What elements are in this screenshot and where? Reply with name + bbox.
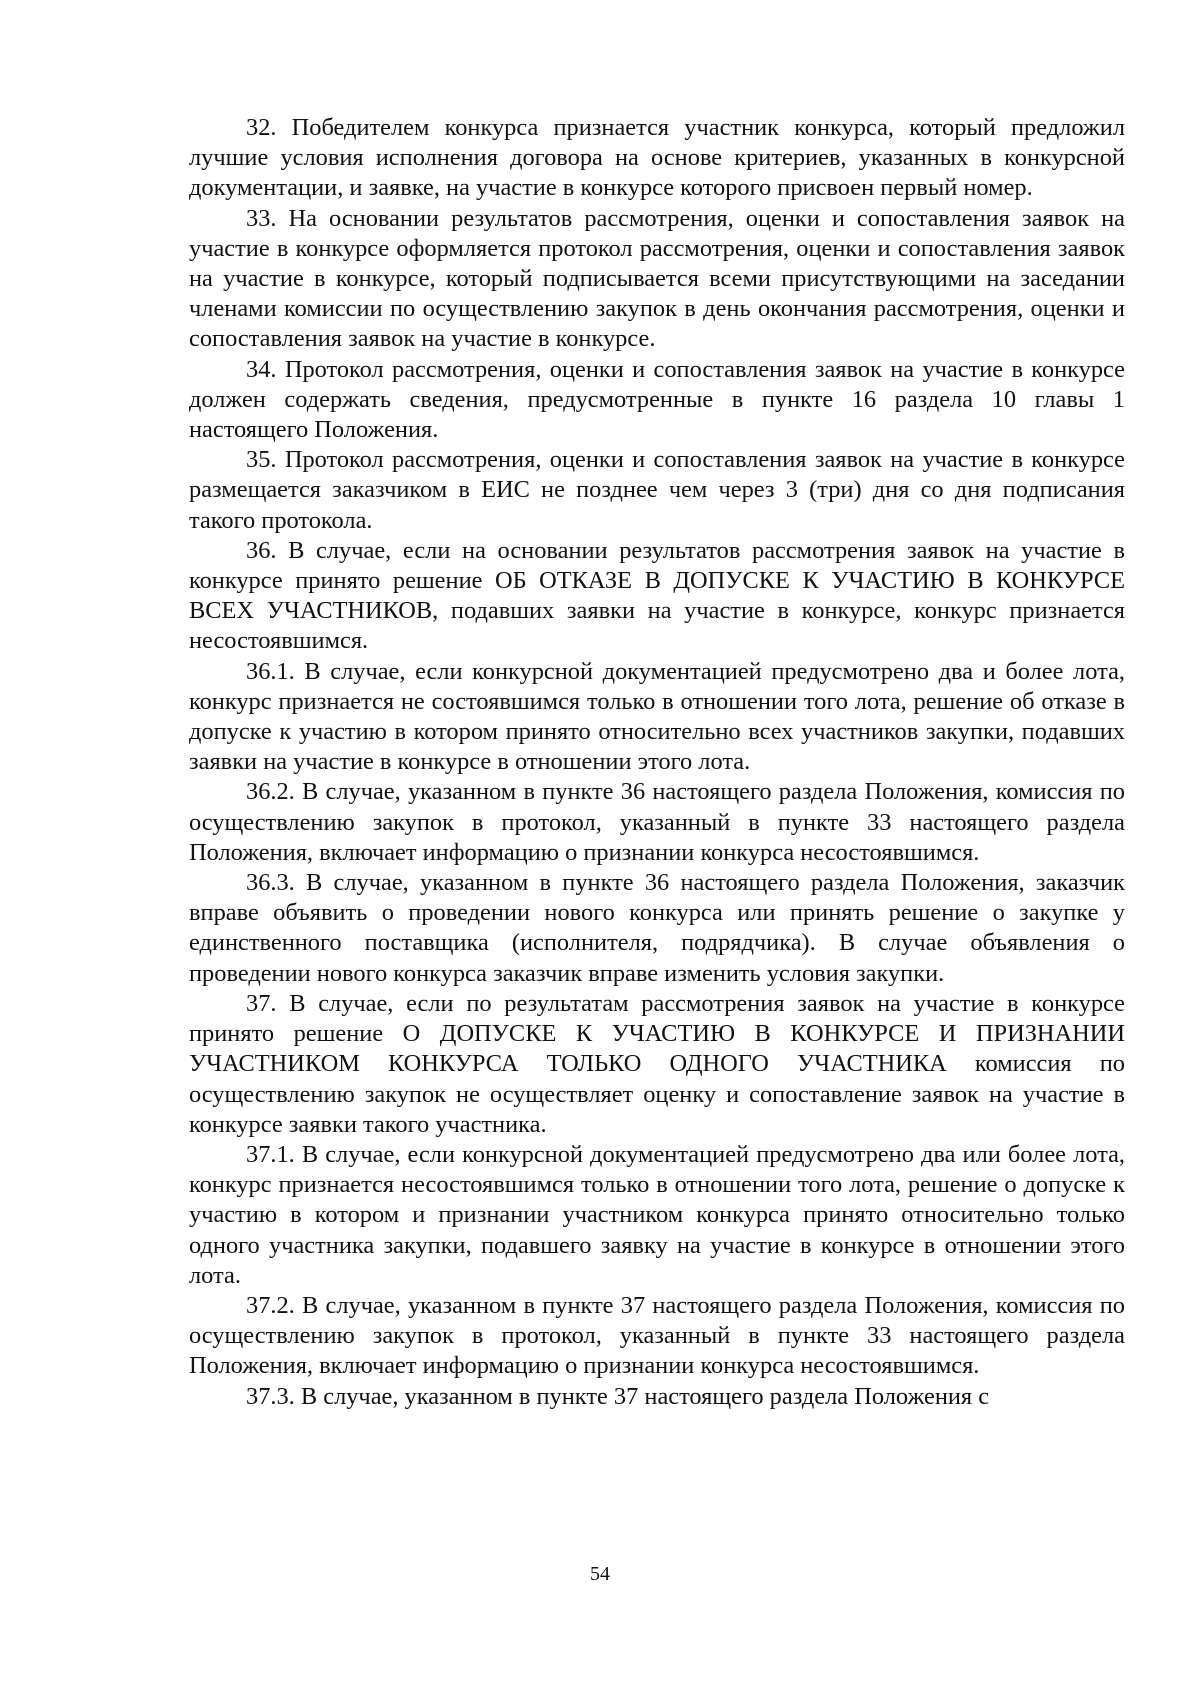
paragraph-37-1: 37.1. В случае, если конкурсной документацией предусмотрено два или более лота, конкурс признается несостоявшимся только в отношении того лота, решение о допуске к участию в котором и признании участником конкурса принято относительно только одного участника закупки, подавшего заявку на участие в конкурсе в отношении этого лота. — [189, 1140, 1125, 1289]
paragraph-37-2: 37.2. В случае, указанном в пункте 37 настоящего раздела Положения, комиссия по осуществлению закупок в протокол, указанный в пункте 33 настоящего раздела Положения, включает информацию о признании конкурса несостоявшимся. — [189, 1291, 1125, 1380]
paragraph-36-2: 36.2. В случае, указанном в пункте 36 настоящего раздела Положения, комиссия по осуществлению закупок в протокол, указанный в пункте 33 настоящего раздела Положения, включает информацию о признании конкурса несостоявшимся. — [189, 778, 1125, 866]
paragraph-36-3: 36.3. В случае, указанном в пункте 36 настоящего раздела Положения, заказчик вправе объявить о проведении нового конкурса или принять решение о закупке у единственного поставщика (исполнителя, подрядчика). В случае объявления о проведении нового конкурса заказчик вправе изменить условия закупки. — [189, 869, 1125, 987]
paragraph-36-1: 36.1. В случае, если конкурсной документацией предусмотрено два и более лота, конкурс признается не состоявшимся только в отношении того лота, решение об отказе в допуске к участию в котором принято относительно всех участников закупки, подавших заявки на участие в конкурсе в отношении этого лота. — [189, 657, 1125, 776]
paragraph-37: 37. В случае, если по результатам рассмотрения заявок на участие в конкурсе принято решение О ДОПУСКЕ К УЧАСТИЮ В КОНКУРСЕ И ПРИЗНАНИИ УЧАСТНИКОМ КОНКУРСА ТОЛЬКО ОДНОГО УЧАСТНИКА комиссия по осуществлению закупок не осуществляет оценку и сопоставление заявок на участие в конкурсе заявки такого участника. — [189, 989, 1125, 1138]
paragraph-33: 33. На основании результатов рассмотрения, оценки и сопоставления заявок на участие в конкурсе оформляется протокол рассмотрения, оценки и сопоставления заявок на участие в конкурсе, который подписывается всеми присутствующими на заседании членами комиссии по осуществлению закупок в день окончания рассмотрения, оценки и сопоставления заявок на участие в конкурсе. — [189, 204, 1125, 353]
paragraph-35: 35. Протокол рассмотрения, оценки и сопоставления заявок на участие в конкурсе размещается заказчиком в ЕИС не позднее чем через 3 (три) дня со дня подписания такого протокола. — [189, 446, 1125, 534]
page-number: 54 — [590, 1563, 610, 1585]
paragraph-32: 32. Победителем конкурса признается участник конкурса, который предложил лучшие условия исполнения договора на основе критериев, указанных в конкурсной документации, и заявке, на участие в конкурсе которого присвоен первый номер. — [189, 114, 1125, 202]
document-body — [189, 113, 1125, 1412]
paragraph-34: 34. Протокол рассмотрения, оценки и сопоставления заявок на участие в конкурсе должен содержать сведения, предусмотренные в пункте 16 раздела 10 главы 1 настоящего Положения. — [189, 355, 1125, 444]
paragraph-36: 36. В случае, если на основании результатов рассмотрения заявок на участие в конкурсе принято решение ОБ ОТКАЗЕ В ДОПУСКЕ К УЧАСТИЮ В КОНКУРСЕ ВСЕХ УЧАСТНИКОВ, подавших заявки на участие в конкурсе, конкурс признается несостоявшимся. — [189, 536, 1125, 655]
paragraph-37-3: 37.3. В случае, указанном в пункте 37 настоящего раздела Положения с — [246, 1382, 990, 1410]
